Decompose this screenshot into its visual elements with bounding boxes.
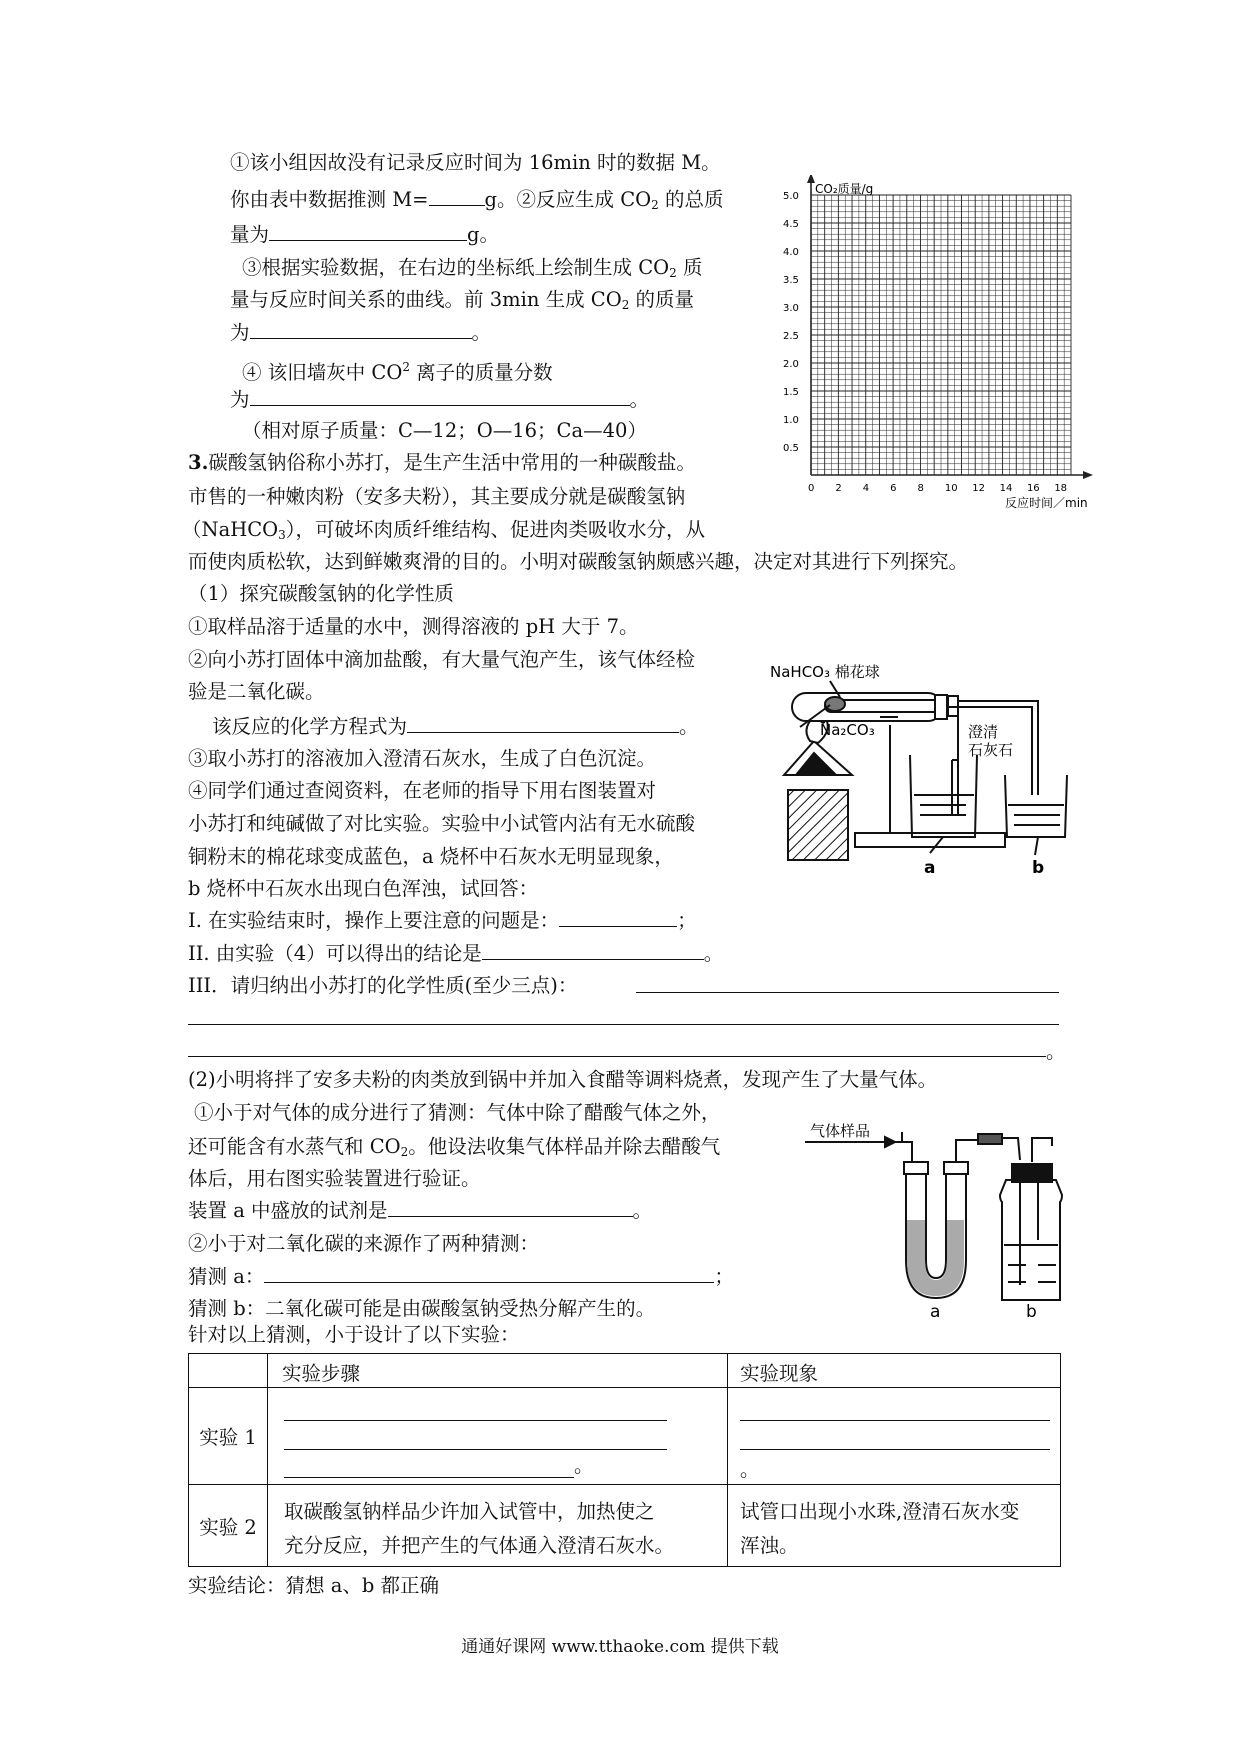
experiment-table bbox=[188, 1353, 1061, 1567]
y-axis-label: CO₂质量/g bbox=[815, 182, 874, 196]
x-tick-label: 16 bbox=[1026, 483, 1040, 494]
row-label-1: 实验 1 bbox=[189, 1388, 268, 1485]
x-tick-label: 0 bbox=[808, 483, 815, 494]
answer-rule-iii[interactable] bbox=[636, 992, 1059, 993]
table-row-experiment-2 bbox=[189, 1485, 1061, 1567]
question-line: 你由表中数据推测 M= g。②反应生成 $CO_2$ 的总质 bbox=[230, 188, 724, 212]
table-corner-cell bbox=[189, 1354, 268, 1388]
property-4: ④同学们通过查阅资料，在老师的指导下用右图装置对 bbox=[188, 779, 657, 802]
heating-apparatus-diagram bbox=[770, 655, 1075, 880]
y-tick-label: 3.0 bbox=[783, 303, 799, 314]
y-tick-label: 5.0 bbox=[783, 191, 799, 202]
question-line: ④ 该旧墙灰中 $CO^2$ 离子的质量分数 bbox=[242, 360, 553, 384]
property-2: 验是二氧化碳。 bbox=[188, 680, 325, 703]
answer-blank-co2-total[interactable] bbox=[269, 222, 467, 241]
label-lime-water: 澄清 bbox=[968, 723, 999, 741]
answer-blank-equation[interactable] bbox=[407, 714, 679, 733]
question-3-line: 而使肉质松软，达到鲜嫩爽滑的目的。小明对碳酸氢钠颇感兴趣，决定对其进行下列探究。 bbox=[188, 550, 969, 573]
property-4: 铜粉末的棉花球变成蓝色，a 烧杯中石灰水无明显现象， bbox=[188, 845, 674, 868]
question-line: 量与反应时间关系的曲线。前 3min 生成 $CO_2$ 的质量 bbox=[230, 288, 695, 312]
design-line: 针对以上猜测，小于设计了以下实验： bbox=[188, 1323, 520, 1346]
answer-rule-iii[interactable] bbox=[188, 1056, 1046, 1057]
answer-blank-i[interactable] bbox=[559, 908, 677, 927]
y-tick-label: 1.5 bbox=[783, 387, 799, 398]
table-header-row bbox=[189, 1354, 1061, 1388]
chart-grid bbox=[811, 195, 1071, 475]
part2-intro: (2)小明将拌了安多夫粉的肉类放到锅中并加入食醋等调料烧煮，发现产生了大量气体。 bbox=[188, 1068, 938, 1091]
x-axis-arrow bbox=[1083, 471, 1093, 479]
punctuation: 。 bbox=[1046, 1040, 1066, 1063]
answer-blank-guess-a[interactable] bbox=[264, 1264, 714, 1283]
x-tick-label: 4 bbox=[862, 483, 870, 494]
answer-rule-iii[interactable] bbox=[188, 1024, 1059, 1025]
question-line: 为 。 bbox=[230, 388, 650, 411]
x-tick-label: 8 bbox=[917, 483, 924, 494]
part2-line: 装置 a 中盛放的试剂是 。 bbox=[188, 1199, 653, 1222]
section-heading: （1）探究碳酸氢钠的化学性质 bbox=[188, 582, 454, 605]
question-ii: II. 由实验（4）可以得出的结论是 。 bbox=[188, 942, 724, 965]
header-steps: 实验步骤 bbox=[268, 1354, 728, 1388]
x-tick-label: 2 bbox=[835, 483, 842, 494]
experiment-conclusion: 实验结论：猜想 a、b 都正确 bbox=[188, 1574, 440, 1597]
answer-blank-m[interactable] bbox=[429, 187, 485, 206]
exp1-observations-answer[interactable]: 。 bbox=[728, 1388, 1061, 1485]
question-iii: III．请归纳出小苏打的化学性质(至少三点)： bbox=[188, 974, 578, 997]
question-line: 量为 g。 bbox=[230, 223, 499, 246]
y-tick-label: 1.0 bbox=[783, 415, 799, 426]
answer-blank-reagent[interactable] bbox=[388, 1198, 633, 1217]
header-observations: 实验现象 bbox=[728, 1354, 1061, 1388]
label-gas-sample: 气体样品 bbox=[810, 1122, 871, 1140]
exp2-steps: 取碳酸氢钠样品少许加入试管中，加热使之 充分反应，并把产生的气体通入澄清石灰水。 bbox=[268, 1485, 728, 1567]
question-3-line: 市售的一种嫩肉粉（安多夫粉），其主要成分就是碳酸氢钠 bbox=[188, 485, 686, 508]
answer-blank-3min[interactable] bbox=[250, 320, 472, 339]
part2-line: ①小于对气体的成分进行了猜测：气体中除了醋酸气体之外， bbox=[194, 1101, 721, 1124]
property-3: ③取小苏打的溶液加入澄清石灰水，生成了白色沉淀。 bbox=[188, 747, 657, 770]
atomic-mass-note: （相对原子质量：C—12；O—16；Ca—40） bbox=[242, 419, 647, 442]
label-bottle-b: b bbox=[1026, 1302, 1037, 1320]
label-tube-a: a bbox=[930, 1302, 941, 1320]
question-i: I. 在实验结束时，操作上要注意的问题是： ； bbox=[188, 909, 697, 932]
y-tick-label: 3.5 bbox=[783, 275, 799, 286]
guess-b: 猜测 b：二氧化碳可能是由碳酸氢钠受热分解产生的。 bbox=[188, 1297, 656, 1320]
question-line: 为 。 bbox=[230, 321, 492, 344]
question-line: ③根据实验数据，在右边的坐标纸上绘制生成 $CO_2$ 质 bbox=[242, 256, 703, 280]
property-2: ②向小苏打固体中滴加盐酸，有大量气泡产生，该气体经检 bbox=[188, 648, 696, 671]
answer-blank-co3[interactable] bbox=[250, 387, 630, 406]
label-beaker-a: a bbox=[924, 858, 936, 878]
property-4: 小苏打和纯碱做了对比实验。实验中小试管内沾有无水硫酸 bbox=[188, 812, 696, 835]
table-row-experiment-1 bbox=[189, 1388, 1061, 1485]
label-lime-water: 石灰石 bbox=[968, 741, 1014, 759]
equation-line: 该反应的化学方程式为 。 bbox=[212, 715, 699, 738]
y-tick-label: 2.0 bbox=[783, 359, 799, 370]
label-nahco3: NaHCO₃ 棉花球 bbox=[770, 663, 880, 681]
question-3-line: 3.碳酸氢钠俗称小苏打，是生产生活中常用的一种碳酸盐。 bbox=[188, 451, 696, 474]
guess-a: 猜测 a： ； bbox=[188, 1265, 734, 1288]
page-footer: 通通好课网 www.tthaoke.com 提供下载 bbox=[461, 1637, 779, 1657]
x-tick-label: 12 bbox=[972, 483, 985, 494]
chart-axes bbox=[807, 175, 1093, 479]
answer-blank-ii[interactable] bbox=[482, 941, 704, 960]
question-line: ①该小组因故没有记录反应时间为 16min 时的数据 M。 bbox=[230, 151, 721, 174]
x-tick-label: 10 bbox=[944, 483, 958, 494]
part2-line: 还可能含有水蒸气和 $CO_2$。他设法收集气体样品并除去醋酸气 bbox=[188, 1135, 721, 1159]
y-tick-label: 2.5 bbox=[783, 331, 799, 342]
y-tick-label: 0.5 bbox=[783, 443, 799, 454]
property-4: b 烧杯中石灰水出现白色浑浊，试回答： bbox=[188, 877, 539, 900]
exp1-steps-answer[interactable]: 。 bbox=[268, 1388, 728, 1485]
x-axis-label: 反应时间／min bbox=[1005, 496, 1088, 510]
part2-line: 体后，用右图实验装置进行验证。 bbox=[188, 1167, 481, 1190]
x-tick-label: 18 bbox=[1054, 483, 1068, 494]
part2-line: ②小于对二氧化碳的来源作了两种猜测： bbox=[188, 1232, 540, 1255]
label-na2co3: Na₂CO₃ bbox=[820, 721, 875, 739]
label-beaker-b: b bbox=[1032, 858, 1045, 878]
x-tick-label: 6 bbox=[890, 483, 897, 494]
property-1: ①取样品溶于适量的水中，测得溶液的 pH 大于 7。 bbox=[188, 615, 639, 638]
y-tick-label: 4.5 bbox=[783, 219, 799, 230]
question-3-line: （NaHCO$_3$），可破坏肉质纤维结构、促进肉类吸收水分，从 bbox=[182, 518, 706, 542]
y-tick-label: 4.0 bbox=[783, 247, 799, 258]
x-tick-label: 14 bbox=[999, 483, 1013, 494]
burner-base bbox=[788, 790, 848, 860]
y-axis-arrow bbox=[807, 175, 815, 183]
row-label-2: 实验 2 bbox=[189, 1485, 268, 1567]
gas-test-apparatus-diagram bbox=[800, 1120, 1065, 1320]
exp2-observations: 试管口出现小水珠,澄清石灰水变 浑浊。 bbox=[728, 1485, 1061, 1567]
co2-grid-chart[interactable] bbox=[775, 175, 1095, 515]
